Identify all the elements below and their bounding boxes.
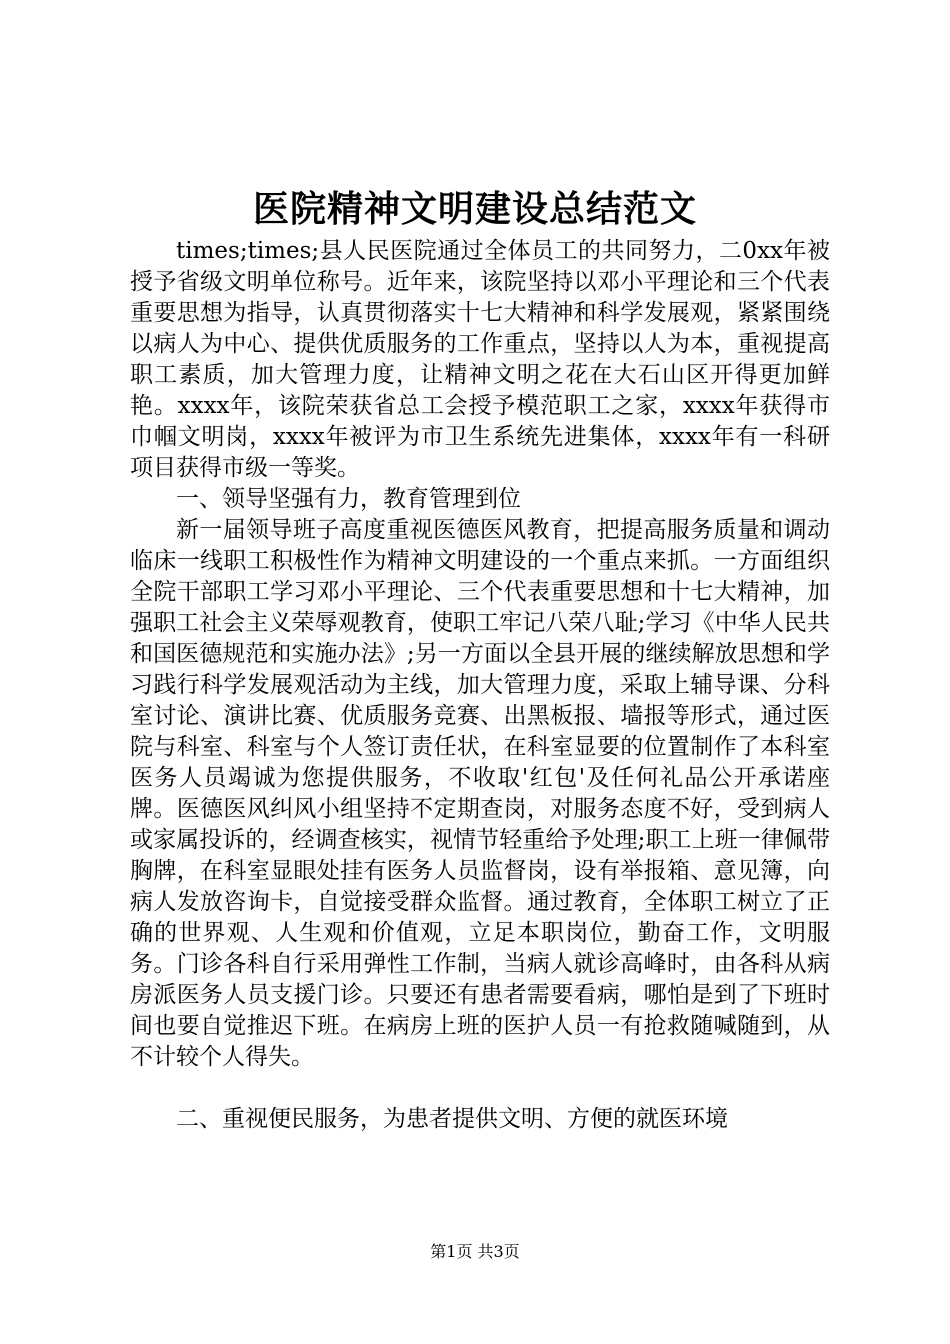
section-1-paragraph: 新一届领导班子高度重视医德医风教育，把提高服务质量和调动临床一线职工积极性作为精神文明建设的一个重点来抓。一方面组织全院干部职工学习邓小平理论、三个代表重要思想和十七大精神，加强职工社会主义荣辱观教育，使职工牢记八荣八耻;学习《中华人民共和国医德规范和实施办法》;另一方面以全县开展的继续解放思想和学习践行科学发展观活动为主线，加大管理力度，采取上辅导课、分科室讨论、演讲比赛、优质服务竞赛、出黑板报、墙报等形式，通过医院与科室、科室与个人签订责任状，在科室显要的位置制作了本科室医务人员竭诚为您提供服务，不收取'红包'及任何礼品公开承诺座牌。医德医风纠风小组坚持不定期查岗，对服务态度不好，受到病人或家属投诉的，经调查核实，视情节轻重给予处理;职工上班一律佩带胸牌，在科室显眼处挂有医务人员监督岗，设有举报箱、意见簿，向病人发放咨询卡，自觉接受群众监督。通过教育，全体职工树立了正确的世界观、人生观和价值观，立足本职岗位，勤奋工作，文明服务。门诊各科自行采用弹性工作制，当病人就诊高峰时，由各科从病房派医务人员支援门诊。只要还有患者需要看病，哪怕是到了下班时间也要自觉推迟下班。在病房上班的医护人员一有抢救随喊随到，从不计较个人得失。	[130, 517, 830, 1070]
section-heading-1: 一、领导坚强有力，教育管理到位	[176, 486, 521, 512]
document-body	[130, 236, 830, 1135]
page-footer: 第1页 共3页	[430, 1242, 520, 1261]
section-heading-2: 二、重视便民服务，为患者提供文明、方便的就医环境	[176, 1106, 728, 1132]
paragraph-gap	[130, 1073, 830, 1104]
document-title: 医院精神文明建设总结范文	[252, 188, 697, 230]
intro-paragraph: times;times;县人民医院通过全体员工的共同努力，二0xx年被授予省级文明单位称号。近年来，该院坚持以邓小平理论和三个代表重要思想为指导，认真贯彻落实十七大精神和科学发展观，紧紧围绕以病人为中心、提供优质服务的工作重点，坚持以人为本，重视提高职工素质，加大管理力度，让精神文明之花在大石山区开得更加鲜艳。xxxx年，该院荣获省总工会授予模范职工之家，xxxx年获得市巾帼文明岗，xxxx年被评为市卫生系统先进集体，xxxx年有一科研项目获得市级一等奖。	[130, 238, 830, 481]
